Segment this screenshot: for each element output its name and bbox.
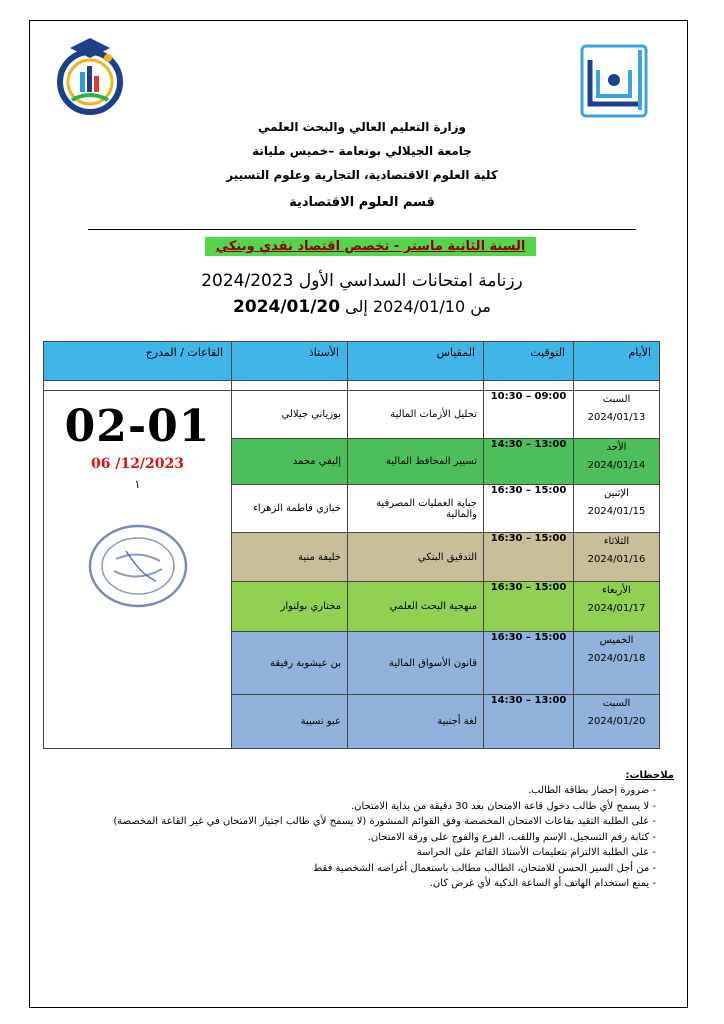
day-name: الثلاثاء xyxy=(603,536,630,547)
notes-title: ملاحظات: xyxy=(625,770,674,781)
professor-cell: خليفة منية xyxy=(232,533,348,582)
room-number: 02-01 xyxy=(64,401,211,452)
day-date: 2024/01/17 xyxy=(587,603,646,614)
room-date: 06 /12/2023 xyxy=(90,456,185,472)
subject-cell: منهجية البحث العلمي xyxy=(348,582,484,632)
header-days: الأيام xyxy=(574,342,660,381)
professor-cell: إليفي محمد xyxy=(232,439,348,485)
header-subject: المقياس xyxy=(348,342,484,381)
day-name: الأربعاء xyxy=(602,585,631,596)
subject-cell: لغة أجنبية xyxy=(348,695,484,749)
subject-cell: تحليل الأزمات المالية xyxy=(348,391,484,439)
note-item: - على الطلبة الالتزام بتعليمات الأستاذ القائم على الحراسة xyxy=(34,845,656,861)
table-header-row xyxy=(44,342,660,381)
subject-cell: التدقيق البنكي xyxy=(348,533,484,582)
day-date: 2024/01/18 xyxy=(587,653,646,664)
time-cell: 16:30 – 15:00 xyxy=(484,533,574,582)
day-cell xyxy=(574,632,660,695)
schedule-title: رزنامة امتحانات السداسي الأول 2024/2023 xyxy=(201,271,523,291)
faculty-logo-icon xyxy=(50,30,130,120)
university-name: جامعة الجيلالي بونعامة –خميس مليانة xyxy=(252,144,472,158)
day-name: الإثنين xyxy=(604,488,629,499)
day-name: الخميس xyxy=(599,635,634,646)
note-item: - ضرورة إحضار بطاقة الطالب. xyxy=(34,783,656,799)
header-room: القاعات / المدرج xyxy=(44,342,232,381)
department-stamp-icon xyxy=(86,521,190,611)
professor-cell: عبو نسيبة xyxy=(232,695,348,749)
faculty-name: كلية العلوم الاقتصادية، التجارية وعلوم التسيير xyxy=(226,168,498,182)
day-name: الأحد xyxy=(606,442,627,453)
day-date: 2024/01/14 xyxy=(587,460,646,471)
day-date: 2024/01/20 xyxy=(587,716,646,727)
day-name: السبت xyxy=(602,394,631,405)
note-item: - من أجل السير الحسن للامتحان، الطالب مطالب باستعمال أغراضه الشخصية فقط xyxy=(34,861,656,877)
professor-cell: خبازي فاطمة الزهراء xyxy=(232,485,348,533)
room-cell xyxy=(44,391,232,749)
professor-cell: مختاري بولنوار xyxy=(232,582,348,632)
time-cell: 16:30 – 15:00 xyxy=(484,485,574,533)
day-date: 2024/01/15 xyxy=(587,506,646,517)
ministry-name: وزارة التعليم العالي والبحث العلمي xyxy=(257,120,467,134)
header-time: التوقيت xyxy=(484,342,574,381)
notes-list xyxy=(34,783,674,892)
department-name: قسم العلوم الاقتصادية xyxy=(289,195,435,210)
professor-cell: بن عيشوبة رفيقة xyxy=(232,632,348,695)
note-item: - كتابة رقم التسجيل، الإسم واللقب، الفرع والفوج على ورقة الامتحان. xyxy=(34,830,656,846)
schedule-period: من 2024/01/10 إلى 2024/01/20 xyxy=(233,297,491,317)
day-cell xyxy=(574,533,660,582)
day-date: 2024/01/13 xyxy=(587,412,646,423)
day-cell xyxy=(574,439,660,485)
notes-section xyxy=(34,770,674,892)
time-cell: 14:30 – 13:00 xyxy=(484,439,574,485)
room-mark: ١ xyxy=(134,478,141,491)
day-cell xyxy=(574,695,660,749)
time-cell: 10:30 – 09:00 xyxy=(484,391,574,439)
time-cell: 16:30 – 15:00 xyxy=(484,582,574,632)
day-cell xyxy=(574,582,660,632)
note-item: - على الطلبة التقيد بقاعات الامتحان المخصصة وفق القوائم المنشورة (لا يسمح لأي طالب اجتياز الامتحان في غير القاعة المخصصة) xyxy=(34,814,656,830)
day-cell xyxy=(574,485,660,533)
university-logo-icon xyxy=(576,40,652,122)
subject-cell: تسيير المحافظ المالية xyxy=(348,439,484,485)
exam-schedule-table xyxy=(43,341,660,749)
note-item: - يمنع استخدام الهاتف أو الساعة الذكية لأي غرض كان. xyxy=(34,876,656,892)
program-banner: السنة الثانية ماستر - تخصص اقتصاد نقدي وبنكي xyxy=(205,237,536,256)
subject-cell: قانون الأسواق المالية xyxy=(348,632,484,695)
time-cell: 14:30 – 13:00 xyxy=(484,695,574,749)
header-divider xyxy=(88,229,636,230)
day-name: السبت xyxy=(602,698,631,709)
time-cell: 16:30 – 15:00 xyxy=(484,632,574,695)
note-item: - لا يسمح لأي طالب دخول قاعة الامتحان بعد 30 دقيقة من بداية الامتحان. xyxy=(34,799,656,815)
header-professor: الأستاذ xyxy=(232,342,348,381)
day-date: 2024/01/16 xyxy=(587,554,646,565)
subject-cell: جباية العمليات المصرفية والمالية xyxy=(348,485,484,533)
professor-cell: بوزياني جيلالي xyxy=(232,391,348,439)
day-cell xyxy=(574,391,660,439)
table-row xyxy=(44,391,660,439)
